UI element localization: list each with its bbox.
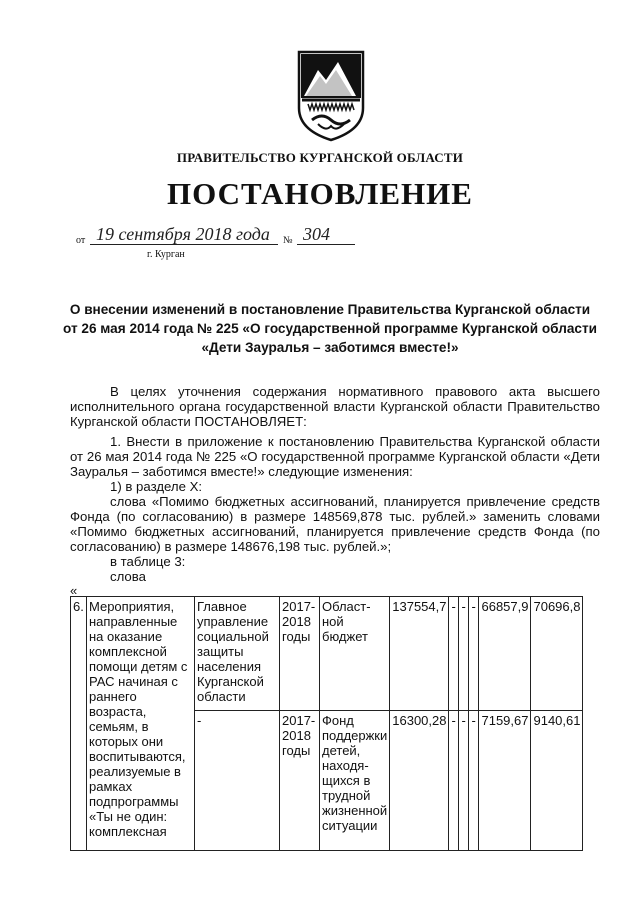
city-label: г. Курган [147,249,185,260]
coat-of-arms-icon [296,50,366,142]
paragraph-replacement [70,494,600,554]
year-cell: - [469,711,479,851]
year-cell: - [449,711,459,851]
text-line: Курганской области ПОСТАНОВЛЯЕТ: [70,414,307,429]
funding-source-cell: Фонд поддержки детей, находя-щихся в трудной жизненной ситуации [320,711,390,851]
number-handwritten: 304 [303,224,330,244]
period-cell: 2017-2018 годы [280,597,320,711]
total-cell: 137554,7 [390,597,449,711]
subject-line: «Дети Зауралья – заботимся вместе!» [201,340,459,355]
text-line: «Помимо бюджетных ассигнований, планируется привлечение средств Фонда (по [70,524,600,539]
period-cell: 2017-2018 годы [280,711,320,851]
from-label: от [76,235,86,246]
text-line: Зауралья – заботимся вместе!» следующие изменения: [70,464,413,479]
paragraph-item-1 [70,434,600,479]
executor-cell: - [195,711,280,851]
event-description: Мероприятия, направленные на оказание комплексной помощи детям с РАС начиная с раннего возраста, семьям, в которых они воспитываются, реализуемые в рамках подпрограммы «Ты не один: комплексная [87,597,195,851]
document-subject [40,300,620,357]
quote-open-mark: « [70,583,78,598]
paragraph-subitem [70,479,600,494]
text-line: 1) в разделе X: [110,479,203,494]
paragraph-words [70,569,600,584]
table-row [71,597,583,711]
executor-cell: Главное управление социальной защиты населения Курганской области [195,597,280,711]
year-cell: 9140,61 [531,711,583,851]
government-name: ПРАВИТЕЛЬСТВО КУРГАНСКОЙ ОБЛАСТИ [176,150,464,165]
year-cell: - [449,597,459,711]
year-cell: - [469,597,479,711]
number-label: № [283,235,293,246]
text-line: В целях уточнения содержания нормативного правового акта высшего [110,384,600,399]
paragraph-table-ref [70,554,600,569]
text-line: согласованию) в размере 148676,198 тыс. рублей.»; [70,539,392,554]
subject-line: от 26 мая 2014 года № 225 «О государственной программе Курганской области [63,321,597,336]
text-line: в таблице 3: [110,554,186,569]
text-line: исполнительного органа государственной власти Курганской области Правительство [70,399,600,414]
year-cell: 7159,67 [479,711,531,851]
text-line: от 26 мая 2014 года № 225 «О государственной программе Курганской области «Дети [70,449,600,464]
text-line: Фонда (по согласованию) в размере 148569,878 тыс. рублей.» заменить словами [70,509,600,524]
year-cell: 70696,8 [531,597,583,711]
text-line: 1. Внести в приложение к постановлению Правительства Курганской области [110,434,600,449]
row-number: 6. [71,597,87,851]
total-cell: 16300,28 [390,711,449,851]
program-table [70,596,583,851]
subject-line: О внесении изменений в постановление Правительства Курганской области [69,302,591,317]
text-line: слова [110,569,146,584]
date-field [90,226,278,245]
date-handwritten: 19 сентября 2018 года [96,224,270,244]
paragraph-preamble [70,384,600,429]
year-cell: 66857,9 [479,597,531,711]
number-field [297,226,355,245]
year-cell: - [459,711,469,851]
funding-source-cell: Област-ной бюджет [320,597,390,711]
document-type-title: ПОСТАНОВЛЕНИЕ [167,176,473,211]
year-cell: - [459,597,469,711]
text-line: слова «Помимо бюджетных ассигнований, планируется привлечение средств [110,494,600,509]
